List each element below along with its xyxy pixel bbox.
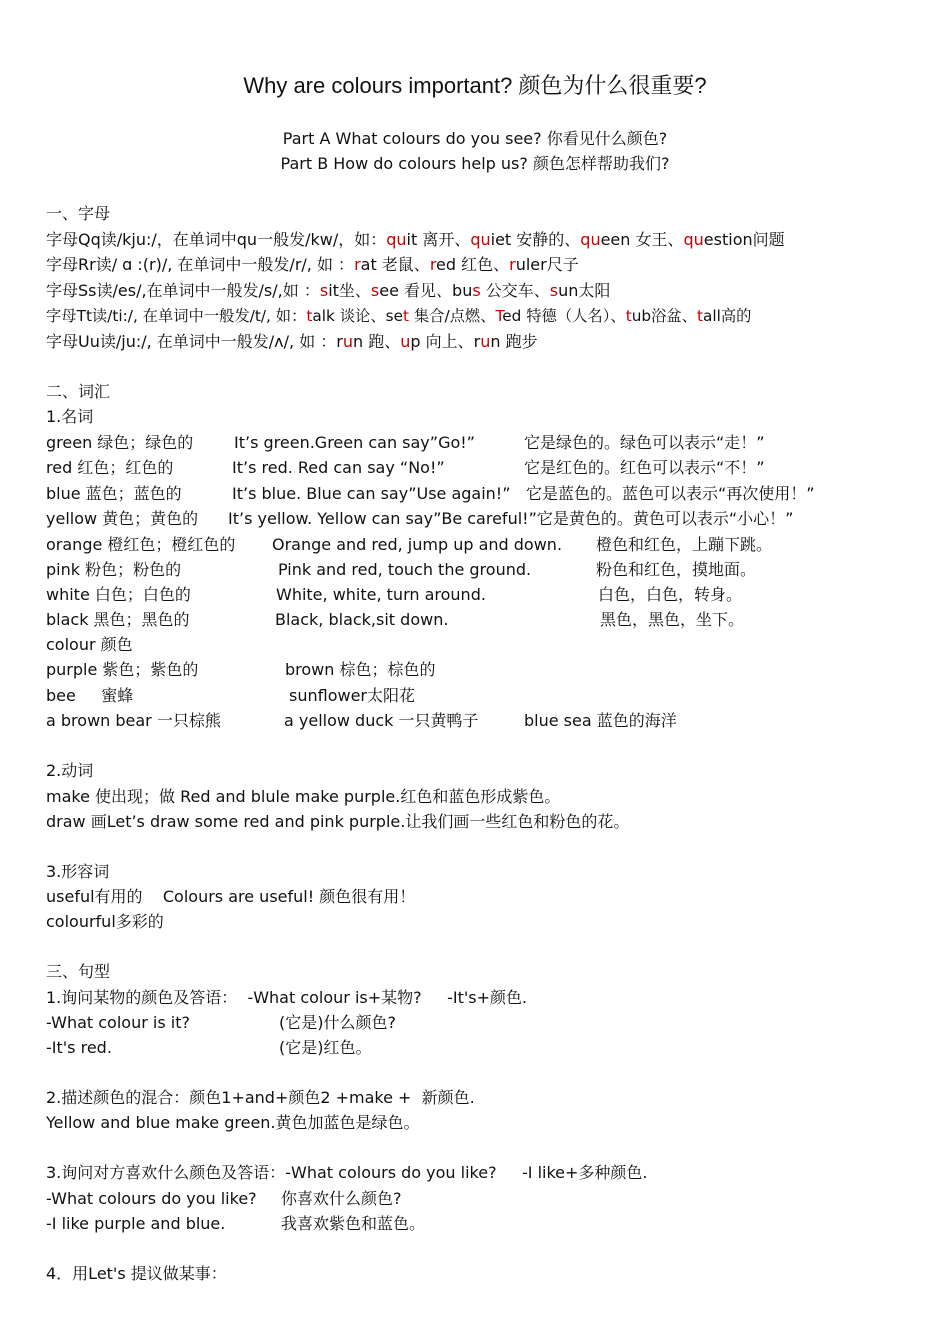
letter-r-line: 字母Rr读/ ɑ :(r)/, 在单词中一般发/r/, 如 ：rat 老鼠、red 红色、ruler尺子 <box>46 255 579 274</box>
pattern-1-question: -What colour is it? <box>46 1013 190 1032</box>
noun-sunflower: sunflower太阳花 <box>289 686 415 705</box>
letter-t-line: 字母Tt读/ti:/, 在单词中一般发/t/, 如：talk 谈论、set 集合/点燃、Ted 特德（人名）、tub浴盆、tall高的 <box>46 307 752 325</box>
letter-q-line: 字母Qq读/kju:/，在单词中qu一般发/kw/，如：quit 离开、quiet 安静的、queen 女王、question问题 <box>46 230 785 249</box>
pattern-1-answer: -It's red. <box>46 1038 112 1057</box>
letter-s-line: 字母Ss读/es/,在单词中一般发/s/,如 ：sit坐、see 看见、bus 公交车、sun太阳 <box>46 281 611 300</box>
phrase-blue-sea: blue sea 蓝色的海洋 <box>524 711 677 730</box>
pattern-1-question-cn: (它是)什么颜色? <box>279 1013 396 1032</box>
pattern-3-answer-cn: 我喜欢紫色和蓝色。 <box>281 1214 426 1233</box>
pattern-3-question: -What colours do you like? <box>46 1189 257 1208</box>
document-page: Why are colours important? 颜色为什么很重要? Part A What colours do you see? 你看见什么颜色? Part B How do colours help us? 颜色怎样帮助我们? 一、字母 字母Qq读/kju:/，在单词中qu一般发/kw/，如：quit 离开、quiet 安静的、queen 女王、question问题 字母Rr读/ ɑ :(r)/, 在单词中一般发/r/, 如 ：rat 老鼠、red 红色、ruler尺子 字母Ss读/es/,在单词中一般发/s/,如 ：sit坐、see 看见、bus 公交车、sun太阳 字母Tt读/ti:/, 在单词中一般发/t/, 如：talk 谈论、set 集合/点燃、Ted 特德（人名）、tub浴盆、tall高的 字母Uu读/ju:/, 在单词中一般发/ʌ/, 如 ：run 跑、up 向上、run 跑步 二、词汇 1.名词 green 绿色；绿色的 It’s green.Green can say”Go!” 它是绿色的。绿色可以表示“走！” red 红色；红色的 It’s red. Red can say “No!” 它是红色的。红色可以表示“不！” blue 蓝色；蓝色的 It’s blue. Blue can say”Use again!” 它是蓝色的。蓝色可以表示“再次使用！” yellow 黄色；黄色的 It’s yellow. Yellow can say”Be careful!”它是黄色的。黄色可以表示“小心！” orange 橙红色；橙红色的 Orange and red, jump up and down. 橙色和红色，上蹦下跳。 pink 粉色；粉色的 Pink and red, touch the ground. 粉色和红色，摸地面。 white 白色；白色的 White, white, turn around. 白色，白色，转身。 black 黑色；黑色的 Black, black,sit down. 黑色，黑色，坐下。 colour 颜色 purple 紫色；紫色的 brown 棕色；棕色的 bee 蜜蜂 sunflower太阳花 a brown bear 一只棕熊 a yellow duck 一只黄鸭子 blue sea 蓝色的海洋 2.动词 make 使出现；做 Red and blule make purple.红色和蓝色形成紫色。 draw 画Let’s draw some red and pink purple.让我们画一些红色和粉色的花。 3.形容词 useful有用的 Colours are useful! 颜色很有用！ colourful多彩的 三、句型 1.询问某物的颜色及答语： -What colour is+某物? -It's+颜色. -What colour is it? (它是)什么颜色? -It's red. (它是)红色。 2.描述颜色的混合：颜色1+and+颜色2 +make + 新颜色. Yellow and blue make green.黄色加蓝色是绿色。 3.询问对方喜欢什么颜色及答语：-What colours do you like? -I like+多种颜色. -What colours do you like? 你喜欢什么颜色? -I like purple and blue. 我喜欢紫色和蓝色。 4．用Let's 提议做某事： <box>0 0 950 1344</box>
subtitle-part-b: Part B How do colours help us? 颜色怎样帮助我们? <box>280 154 670 173</box>
pattern-3-answer: -I like purple and blue. <box>46 1214 226 1233</box>
noun-colour: colour 颜色 <box>46 635 133 654</box>
adjective-useful: useful有用的 Colours are useful! 颜色很有用！ <box>46 887 416 906</box>
phrase-brown-bear: a brown bear 一只棕熊 <box>46 711 221 730</box>
letter-u-line: 字母Uu读/ju:/, 在单词中一般发/ʌ/, 如 ：run 跑、up 向上、run 跑步 <box>46 332 538 351</box>
verb-make: make 使出现；做 Red and blule make purple.红色和蓝色形成紫色。 <box>46 787 561 806</box>
page-title: Why are colours important? 颜色为什么很重要? <box>243 73 707 98</box>
section-heading-letters: 一、字母 <box>46 204 111 223</box>
pattern-3: 3.询问对方喜欢什么颜色及答语：-What colours do you like? -I like+多种颜色. <box>46 1163 648 1182</box>
pattern-1-answer-cn: (它是)红色。 <box>279 1038 372 1057</box>
pattern-1: 1.询问某物的颜色及答语： -What colour is+某物? -It's+颜色. <box>46 988 528 1007</box>
noun-purple: purple 紫色；紫色的 <box>46 660 199 679</box>
pattern-2-example: Yellow and blue make green.黄色加蓝色是绿色。 <box>46 1113 420 1132</box>
phrase-yellow-duck: a yellow duck 一只黄鸭子 <box>284 711 479 730</box>
adjectives-heading: 3.形容词 <box>46 862 110 881</box>
subtitle-part-a: Part A What colours do you see? 你看见什么颜色? <box>282 129 668 148</box>
noun-bee: bee 蜜蜂 <box>46 686 134 705</box>
verbs-heading: 2.动词 <box>46 761 94 780</box>
verb-draw: draw 画Let’s draw some red and pink purple.让我们画一些红色和粉色的花。 <box>46 812 630 831</box>
section-heading-sentences: 三、句型 <box>46 962 111 981</box>
pattern-3-question-cn: 你喜欢什么颜色? <box>281 1189 402 1208</box>
pattern-2: 2.描述颜色的混合：颜色1+and+颜色2 +make + 新颜色. <box>46 1088 475 1107</box>
section-heading-vocabulary: 二、词汇 <box>46 382 111 401</box>
noun-brown: brown 棕色；棕色的 <box>285 660 436 679</box>
pattern-4: 4．用Let's 提议做某事： <box>46 1264 227 1283</box>
adjective-colourful: colourful多彩的 <box>46 912 164 931</box>
nouns-heading: 1.名词 <box>46 407 94 426</box>
